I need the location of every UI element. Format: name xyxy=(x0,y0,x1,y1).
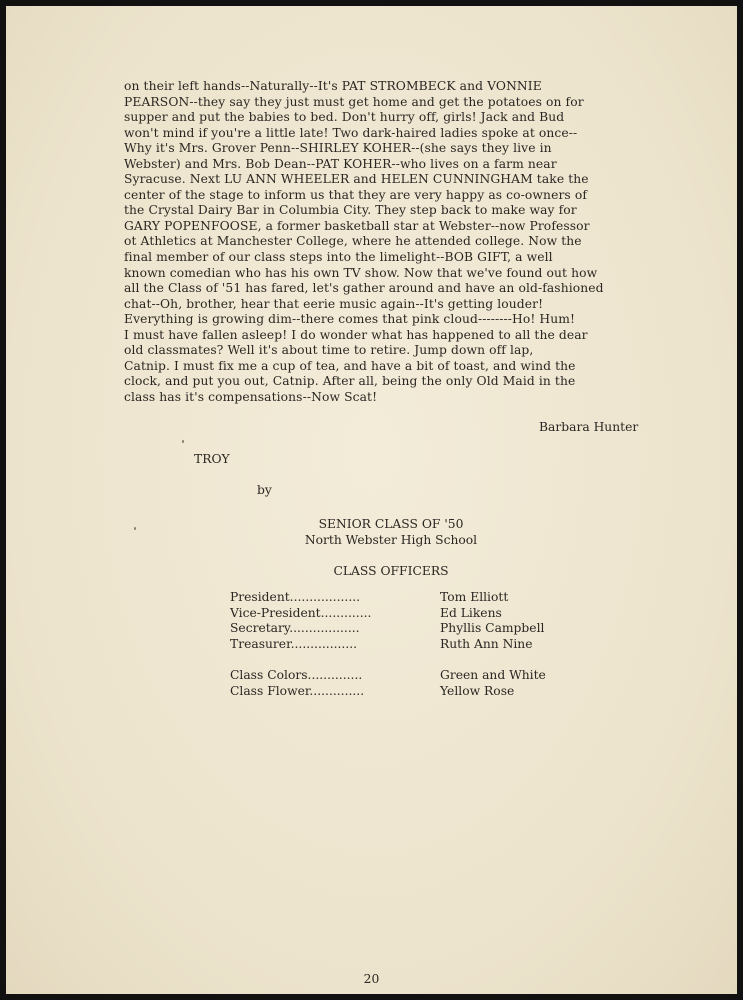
author-line: SENIOR CLASS OF '50 xyxy=(318,517,464,531)
officer-value: Ruth Ann Nine xyxy=(440,637,533,652)
section-title: TROY xyxy=(194,452,230,466)
body-line: class has it's compensations--Now Scat! xyxy=(124,389,378,404)
body-line: final member of our class steps into the limelight--BOB GIFT, a well xyxy=(124,250,553,265)
body-line: chat--Oh, brother, hear that eerie music again--It's getting louder! xyxy=(124,296,544,311)
officer-row xyxy=(230,637,544,653)
document-page xyxy=(6,6,737,994)
class-info-value: Yellow Rose xyxy=(440,683,515,698)
paper-speck xyxy=(134,527,136,530)
signature: Barbara Hunter xyxy=(539,420,639,434)
officer-row xyxy=(230,590,544,606)
class-info-label: Class Colors.............. xyxy=(230,668,363,682)
body-line: won't mind if you're a little late! Two dark-haired ladies spoke at once-- xyxy=(124,125,578,140)
officer-label: Vice-President............. xyxy=(230,605,372,620)
body-paragraph xyxy=(124,79,669,405)
body-line: old classmates? Well it's about time to retire. Jump down off lap, xyxy=(124,343,534,358)
body-line: clock, and put you out, Catnip. After all, being the only Old Maid in the xyxy=(124,374,576,389)
body-line: GARY POPENFOOSE, a former basketball star at Webster--now Professor xyxy=(124,218,590,233)
class-info-list xyxy=(230,668,546,699)
body-line: on their left hands--Naturally--It's PAT STROMBECK and VONNIE xyxy=(124,79,542,93)
paper-speck xyxy=(182,440,184,443)
officer-label: President.................. xyxy=(230,590,361,604)
officer-row xyxy=(230,606,544,622)
body-line: all the Class of '51 has fared, let's gather around and have an old-fashioned xyxy=(124,281,604,296)
body-line: I must have fallen asleep! I do wonder what has happened to all the dear xyxy=(124,327,588,342)
page-number: 20 xyxy=(363,972,380,986)
body-line: Everything is growing dim--there comes that pink cloud--------Ho! Hum! xyxy=(124,312,576,327)
body-line: known comedian who has his own TV show. Now that we've found out how xyxy=(124,265,598,280)
body-line: PEARSON--they say they just must get home and get the potatoes on for xyxy=(124,94,584,109)
body-line: supper and put the babies to bed. Don't hurry off, girls! Jack and Bud xyxy=(124,110,565,125)
class-info-row xyxy=(230,668,546,684)
officer-label: Secretary.................. xyxy=(230,621,360,636)
class-info-row xyxy=(230,684,546,700)
body-line: the Crystal Dairy Bar in Columbia City. They step back to make way for xyxy=(124,203,577,218)
body-line: Syracuse. Next LU ANN WHEELER and HELEN CUNNINGHAM take the xyxy=(124,172,589,187)
officer-value: Tom Elliott xyxy=(440,590,509,604)
officers-list xyxy=(230,590,544,653)
byline: by xyxy=(257,483,272,497)
officers-heading: CLASS OFFICERS xyxy=(333,564,449,578)
body-line: Webster) and Mrs. Bob Dean--PAT KOHER--who lives on a farm near xyxy=(124,156,557,171)
officer-value: Phyllis Campbell xyxy=(440,621,545,636)
class-info-value: Green and White xyxy=(440,668,546,682)
officer-label: Treasurer................. xyxy=(230,637,358,652)
class-info-label: Class Flower.............. xyxy=(230,683,365,698)
body-line: ot Athletics at Manchester College, where he attended college. Now the xyxy=(124,234,582,249)
body-line: Catnip. I must fix me a cup of tea, and have a bit of toast, and wind the xyxy=(124,358,576,373)
school-line: North Webster High School xyxy=(304,533,478,547)
body-line: Why it's Mrs. Grover Penn--SHIRLEY KOHER--(she says they live in xyxy=(124,141,552,156)
officer-row xyxy=(230,621,544,637)
body-line: center of the stage to inform us that they are very happy as co-owners of xyxy=(124,187,588,202)
officer-value: Ed Likens xyxy=(440,605,502,620)
